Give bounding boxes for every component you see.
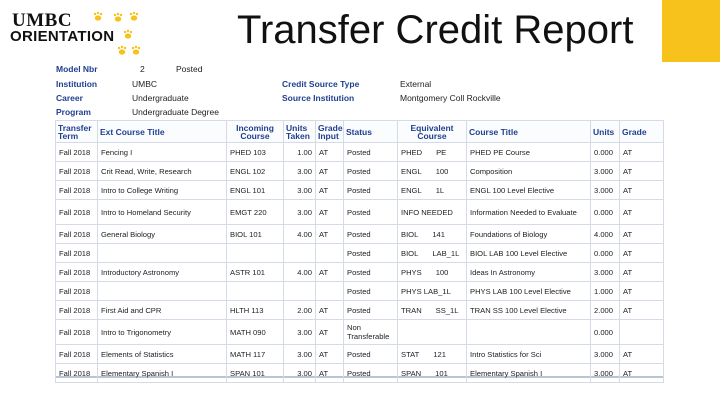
course-title-cell: Foundations of Biology — [467, 225, 591, 244]
units-taken-cell — [284, 244, 316, 263]
units-cell: 1.000 — [591, 282, 620, 301]
col-header-grade-input[interactable]: Grade Input — [316, 121, 344, 143]
ext-course-title-cell: Fencing I — [98, 143, 227, 162]
incoming-course-cell: BIOL 101 — [227, 225, 284, 244]
course-title-cell: BIOL LAB 100 Level Elective — [467, 244, 591, 263]
model-nbr-row — [56, 62, 356, 76]
incoming-course-cell: MATH 117 — [227, 345, 284, 364]
ext-course-title-cell: Elements of Statistics — [98, 345, 227, 364]
equivalent-number: 101 — [435, 368, 448, 378]
ext-course-title-cell: First Aid and CPR — [98, 301, 227, 320]
term-cell: Fall 2018 — [56, 162, 98, 181]
col-header-units[interactable]: Units — [591, 121, 620, 143]
units-cell: 2.000 — [591, 301, 620, 320]
term-cell: Fall 2018 — [56, 181, 98, 200]
col-header-grade[interactable]: Grade — [620, 121, 664, 143]
status-cell: Posted — [344, 162, 398, 181]
table-row[interactable] — [56, 200, 664, 225]
equivalent-course-cell — [398, 320, 467, 345]
units-cell: 3.000 — [591, 364, 620, 383]
grade-cell: AT — [620, 263, 664, 282]
transfer-credit-table — [55, 120, 664, 383]
equivalent-subject: BIOL — [401, 248, 419, 258]
status-cell: Posted — [344, 301, 398, 320]
career-label: Career — [56, 93, 83, 103]
equivalent-subject: BIOL — [401, 229, 419, 239]
equivalent-subject: TRAN — [401, 305, 422, 315]
equivalent-subject: ENGL — [401, 185, 422, 195]
grade-input-cell: AT — [316, 181, 344, 200]
institution-value: UMBC — [132, 79, 158, 89]
career-value: Undergraduate — [132, 93, 189, 103]
term-cell: Fall 2018 — [56, 364, 98, 383]
units-cell: 0.000 — [591, 143, 620, 162]
incoming-course-cell: HLTH 113 — [227, 301, 284, 320]
credit-source-type-label: Credit Source Type — [282, 79, 360, 89]
model-nbr-label: Model Nbr — [56, 64, 98, 74]
equivalent-number: SS_1L — [435, 305, 459, 315]
model-nbr-value: 2 — [140, 64, 145, 74]
equivalent-course-cell — [398, 263, 467, 282]
incoming-course-cell: ENGL 101 — [227, 181, 284, 200]
grade-cell: AT — [620, 345, 664, 364]
page-title: Transfer Credit Report — [237, 8, 634, 52]
institution-row — [56, 77, 276, 91]
course-title-cell: PHYS LAB 100 Level Elective — [467, 282, 591, 301]
status-cell: Posted — [344, 244, 398, 263]
model-status-value: Posted — [176, 64, 203, 74]
units-cell: 3.000 — [591, 345, 620, 364]
ext-course-title-cell — [98, 244, 227, 263]
table-row[interactable] — [56, 225, 664, 244]
course-title-cell: Ideas In Astronomy — [467, 263, 591, 282]
table-header-row — [56, 121, 664, 143]
grade-cell: AT — [620, 244, 664, 263]
course-title-cell: Elementary Spanish I — [467, 364, 591, 383]
units-cell: 3.000 — [591, 263, 620, 282]
units-taken-cell — [284, 282, 316, 301]
grade-cell: AT — [620, 225, 664, 244]
col-header-ext-course-title[interactable]: Ext Course Title — [98, 121, 227, 143]
course-title-cell: PHED PE Course — [467, 143, 591, 162]
units-taken-cell: 3.00 — [284, 181, 316, 200]
grade-input-cell: AT — [316, 225, 344, 244]
table-row[interactable] — [56, 181, 664, 200]
status-cell: Posted — [344, 225, 398, 244]
table-row[interactable] — [56, 282, 664, 301]
status-cell: Posted — [344, 181, 398, 200]
equivalent-course-cell — [398, 364, 467, 383]
equivalent-number: 121 — [433, 349, 446, 359]
incoming-course-cell: SPAN 101 — [227, 364, 284, 383]
table-row[interactable] — [56, 364, 664, 383]
ext-course-title-cell: Intro to College Writing — [98, 181, 227, 200]
credit-source-type-value: External — [400, 79, 432, 89]
status-cell: Posted — [344, 263, 398, 282]
equivalent-subject: PHYS LAB_1L — [401, 286, 451, 296]
grade-cell: AT — [620, 301, 664, 320]
program-label: Program — [56, 107, 91, 117]
equivalent-course-cell — [398, 162, 467, 181]
incoming-course-cell: EMGT 220 — [227, 200, 284, 225]
equivalent-number: LAB_1L — [432, 248, 460, 258]
equivalent-course-cell — [398, 181, 467, 200]
grade-input-cell — [316, 244, 344, 263]
status-cell: Non Transferable — [344, 320, 398, 345]
units-taken-cell: 1.00 — [284, 143, 316, 162]
units-cell: 0.000 — [591, 200, 620, 225]
equivalent-number: 100 — [435, 166, 449, 176]
paw-prints-icon — [90, 8, 150, 58]
units-cell: 3.000 — [591, 162, 620, 181]
equivalent-course-cell — [398, 244, 467, 263]
grade-input-cell: AT — [316, 301, 344, 320]
course-title-cell: TRAN SS 100 Level Elective — [467, 301, 591, 320]
term-cell: Fall 2018 — [56, 320, 98, 345]
term-cell: Fall 2018 — [56, 200, 98, 225]
grade-input-cell: AT — [316, 320, 344, 345]
equivalent-course-cell — [398, 143, 467, 162]
equivalent-subject: ENGL — [401, 166, 422, 176]
term-cell: Fall 2018 — [56, 244, 98, 263]
transfer-credit-grid — [55, 120, 663, 378]
units-taken-cell: 2.00 — [284, 301, 316, 320]
units-taken-cell: 3.00 — [284, 345, 316, 364]
logo-umbc-text: UMBC — [12, 10, 73, 31]
source-institution-row — [282, 91, 662, 105]
grade-input-cell: AT — [316, 345, 344, 364]
ext-course-title-cell: Elementary Spanish I — [98, 364, 227, 383]
course-title-cell: Information Needed to Evaluate — [467, 200, 591, 225]
units-cell: 0.000 — [591, 244, 620, 263]
units-taken-cell: 3.00 — [284, 162, 316, 181]
table-row[interactable] — [56, 162, 664, 181]
grade-input-cell: AT — [316, 263, 344, 282]
term-cell: Fall 2018 — [56, 345, 98, 364]
course-title-cell — [467, 320, 591, 345]
ext-course-title-cell: Intro to Trigonometry — [98, 320, 227, 345]
incoming-course-cell: MATH 090 — [227, 320, 284, 345]
units-cell: 3.000 — [591, 181, 620, 200]
program-row — [56, 105, 276, 119]
course-title-cell: Composition — [467, 162, 591, 181]
table-row[interactable] — [56, 263, 664, 282]
ext-course-title-cell: Intro to Homeland Security — [98, 200, 227, 225]
grade-cell: AT — [620, 364, 664, 383]
grade-cell: AT — [620, 200, 664, 225]
grade-cell: AT — [620, 143, 664, 162]
logo-orientation-text: ORIENTATION — [10, 28, 115, 45]
table-row[interactable] — [56, 345, 664, 364]
program-value: Undergraduate Degree — [132, 107, 219, 117]
units-taken-cell: 4.00 — [284, 263, 316, 282]
ext-course-title-cell: General Biology — [98, 225, 227, 244]
source-institution-value: Montgomery Coll Rockville — [400, 93, 501, 103]
units-taken-cell: 3.00 — [284, 364, 316, 383]
grade-input-cell: AT — [316, 162, 344, 181]
equivalent-subject: PHYS — [401, 267, 422, 277]
term-cell: Fall 2018 — [56, 282, 98, 301]
gold-accent-bar — [662, 0, 720, 62]
table-row[interactable] — [56, 320, 664, 345]
grade-input-cell: AT — [316, 364, 344, 383]
status-cell: Posted — [344, 200, 398, 225]
col-header-incoming-course[interactable]: Incoming Course — [227, 121, 284, 143]
incoming-course-cell: ENGL 102 — [227, 162, 284, 181]
equivalent-number: PE — [436, 147, 447, 157]
term-cell: Fall 2018 — [56, 263, 98, 282]
status-cell: Posted — [344, 364, 398, 383]
table-row[interactable] — [56, 301, 664, 320]
col-header-term[interactable]: Transfer Term — [56, 121, 98, 143]
course-title-cell: Intro Statistics for Sci — [467, 345, 591, 364]
units-cell: 0.000 — [591, 320, 620, 345]
course-title-cell: ENGL 100 Level Elective — [467, 181, 591, 200]
grade-cell: AT — [620, 181, 664, 200]
units-taken-cell: 3.00 — [284, 320, 316, 345]
equivalent-course-cell — [398, 200, 467, 225]
units-taken-cell: 3.00 — [284, 200, 316, 225]
incoming-course-cell: ASTR 101 — [227, 263, 284, 282]
col-header-units-taken[interactable]: Units Taken — [284, 121, 316, 143]
grade-input-cell: AT — [316, 143, 344, 162]
equivalent-course-cell — [398, 225, 467, 244]
ext-course-title-cell: Introductory Astronomy — [98, 263, 227, 282]
term-cell: Fall 2018 — [56, 225, 98, 244]
status-cell: Posted — [344, 282, 398, 301]
credit-source-type-row — [282, 77, 662, 91]
units-taken-cell: 4.00 — [284, 225, 316, 244]
grade-cell: AT — [620, 162, 664, 181]
grade-input-cell: AT — [316, 200, 344, 225]
ext-course-title-cell — [98, 282, 227, 301]
equivalent-number: 100 — [435, 267, 449, 277]
equivalent-subject: PHED — [401, 147, 423, 157]
status-cell: Posted — [344, 345, 398, 364]
status-cell: Posted — [344, 143, 398, 162]
institution-label: Institution — [56, 79, 98, 89]
ext-course-title-cell: Crit Read, Write, Research — [98, 162, 227, 181]
equivalent-number: 141 — [432, 229, 445, 239]
career-row — [56, 91, 276, 105]
equivalent-subject: SPAN — [401, 368, 422, 378]
incoming-course-cell: PHED 103 — [227, 143, 284, 162]
equivalent-course-cell — [398, 282, 467, 301]
incoming-course-cell — [227, 244, 284, 263]
equivalent-course-cell — [398, 345, 467, 364]
grade-cell: AT — [620, 282, 664, 301]
col-header-status[interactable]: Status — [344, 121, 398, 143]
equivalent-subject: STAT — [401, 349, 420, 359]
equivalent-course-cell — [398, 301, 467, 320]
equivalent-subject: INFO NEEDED — [401, 207, 453, 217]
incoming-course-cell — [227, 282, 284, 301]
table-row[interactable] — [56, 143, 664, 162]
report-header-info — [56, 62, 662, 120]
umbc-orientation-logo — [10, 10, 160, 62]
source-institution-label: Source Institution — [282, 93, 355, 103]
col-header-course-title[interactable]: Course Title — [467, 121, 591, 143]
equivalent-number: 1L — [435, 185, 445, 195]
grade-cell — [620, 320, 664, 345]
term-cell: Fall 2018 — [56, 301, 98, 320]
grade-input-cell — [316, 282, 344, 301]
units-cell: 4.000 — [591, 225, 620, 244]
col-header-equivalent-course[interactable]: Equivalent Course — [398, 121, 467, 143]
term-cell: Fall 2018 — [56, 143, 98, 162]
table-row[interactable] — [56, 244, 664, 263]
